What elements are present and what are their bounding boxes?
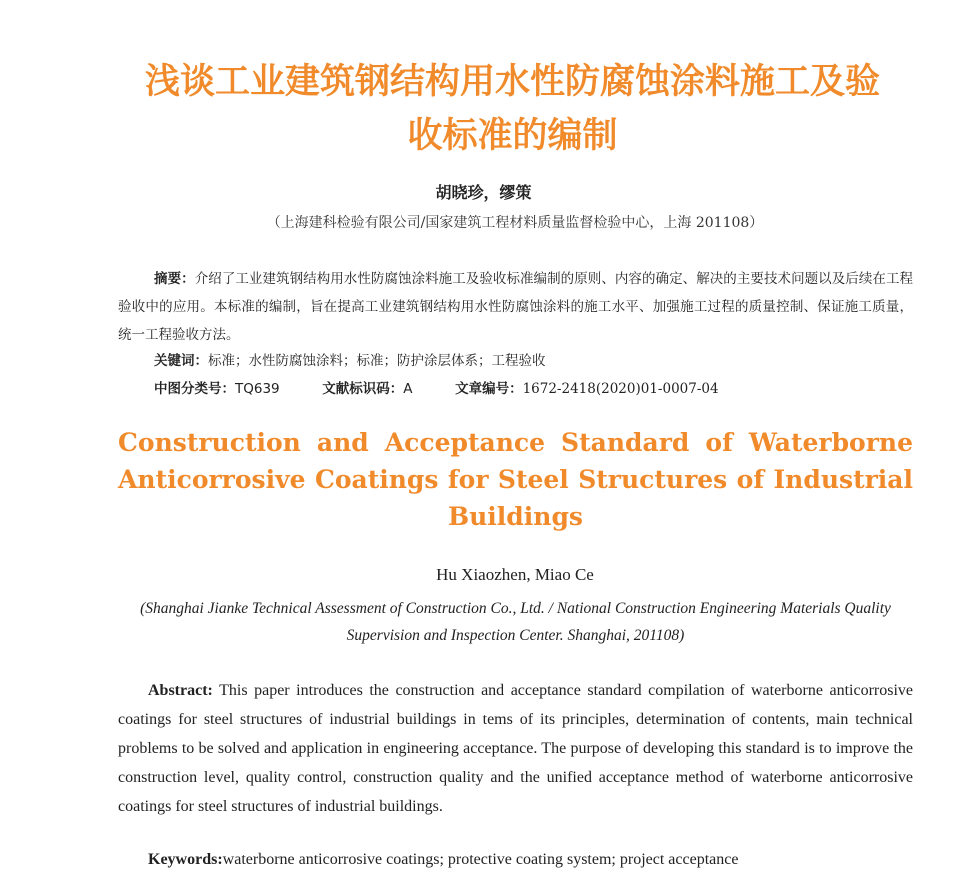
chinese-keywords xyxy=(154,349,546,369)
article-no-value: 1672-2418(2020)01-0007-04 xyxy=(522,381,719,397)
chinese-authors: 胡晓珍，缪策 xyxy=(435,183,532,202)
chinese-abstract xyxy=(118,265,913,349)
english-keywords-label: Keywords: xyxy=(148,851,223,868)
clc-value: TQ639 xyxy=(235,381,280,397)
english-keywords xyxy=(148,851,913,869)
doc-code-label: 文献标识码： xyxy=(322,381,404,397)
english-title xyxy=(118,424,913,535)
chinese-title-line2: 收标准的编制 xyxy=(407,116,618,156)
english-title-line2: Anticorrosive Coatings for Steel Structures of Industrial xyxy=(118,465,913,494)
chinese-keywords-text: 标准；水性防腐蚀涂料；标准；防护涂层体系；工程验收 xyxy=(208,353,546,369)
chinese-abstract-text: 介绍了工业建筑钢结构用水性防腐蚀涂料施工及验收标准编制的原则、内容的确定、解决的主要技术问题以及后续在工程验收中的应用。本标准的编制，旨在提高工业建筑钢结构用水性防腐蚀涂料的施工水平、加强施工过程的质量控制、保证施工质量，统一工程验收方法。 xyxy=(118,271,914,343)
english-keywords-text: waterborne anticorrosive coatings; protective coating system; project acceptance xyxy=(222,851,739,868)
chinese-affiliation: （上海建科检验有限公司/国家建筑工程材料质量监督检验中心，上海 201108） xyxy=(266,215,764,231)
english-abstract-label: Abstract: xyxy=(148,682,213,699)
chinese-title xyxy=(40,55,967,163)
chinese-abstract-label: 摘要： xyxy=(154,271,195,287)
chinese-keywords-label: 关键词： xyxy=(154,353,208,369)
english-abstract xyxy=(118,676,913,821)
english-affiliation: (Shanghai Jianke Technical Assessment of Construction Co., Ltd. / National Construction Engineering Materials Quality Supervision and Inspection Center. Shanghai, 201108) xyxy=(140,600,891,644)
doc-code-value: A xyxy=(403,381,413,397)
english-title-line1: Construction and Acceptance Standard of Waterborne xyxy=(118,428,913,457)
english-abstract-text: This paper introduces the construction and acceptance standard compilation of waterborne anticorrosive coatings for steel structures of industrial buildings in tems of its principles, determination of contents, main technical problems to be solved and application in engineering acceptance. The purpose of developing this standard is to improve the construction level, quality control, construction quality and the unified acceptance method of waterborne anticorrosive coatings for steel structures of industrial buildings. xyxy=(118,682,913,815)
clc-label: 中图分类号： xyxy=(154,381,235,397)
chinese-title-line1: 浅谈工业建筑钢结构用水性防腐蚀涂料施工及验 xyxy=(144,62,880,102)
english-title-line3: Buildings xyxy=(447,502,583,531)
classification-row xyxy=(154,377,719,397)
article-no-label: 文章编号： xyxy=(455,381,523,397)
english-authors: Hu Xiaozhen, Miao Ce xyxy=(436,565,594,584)
